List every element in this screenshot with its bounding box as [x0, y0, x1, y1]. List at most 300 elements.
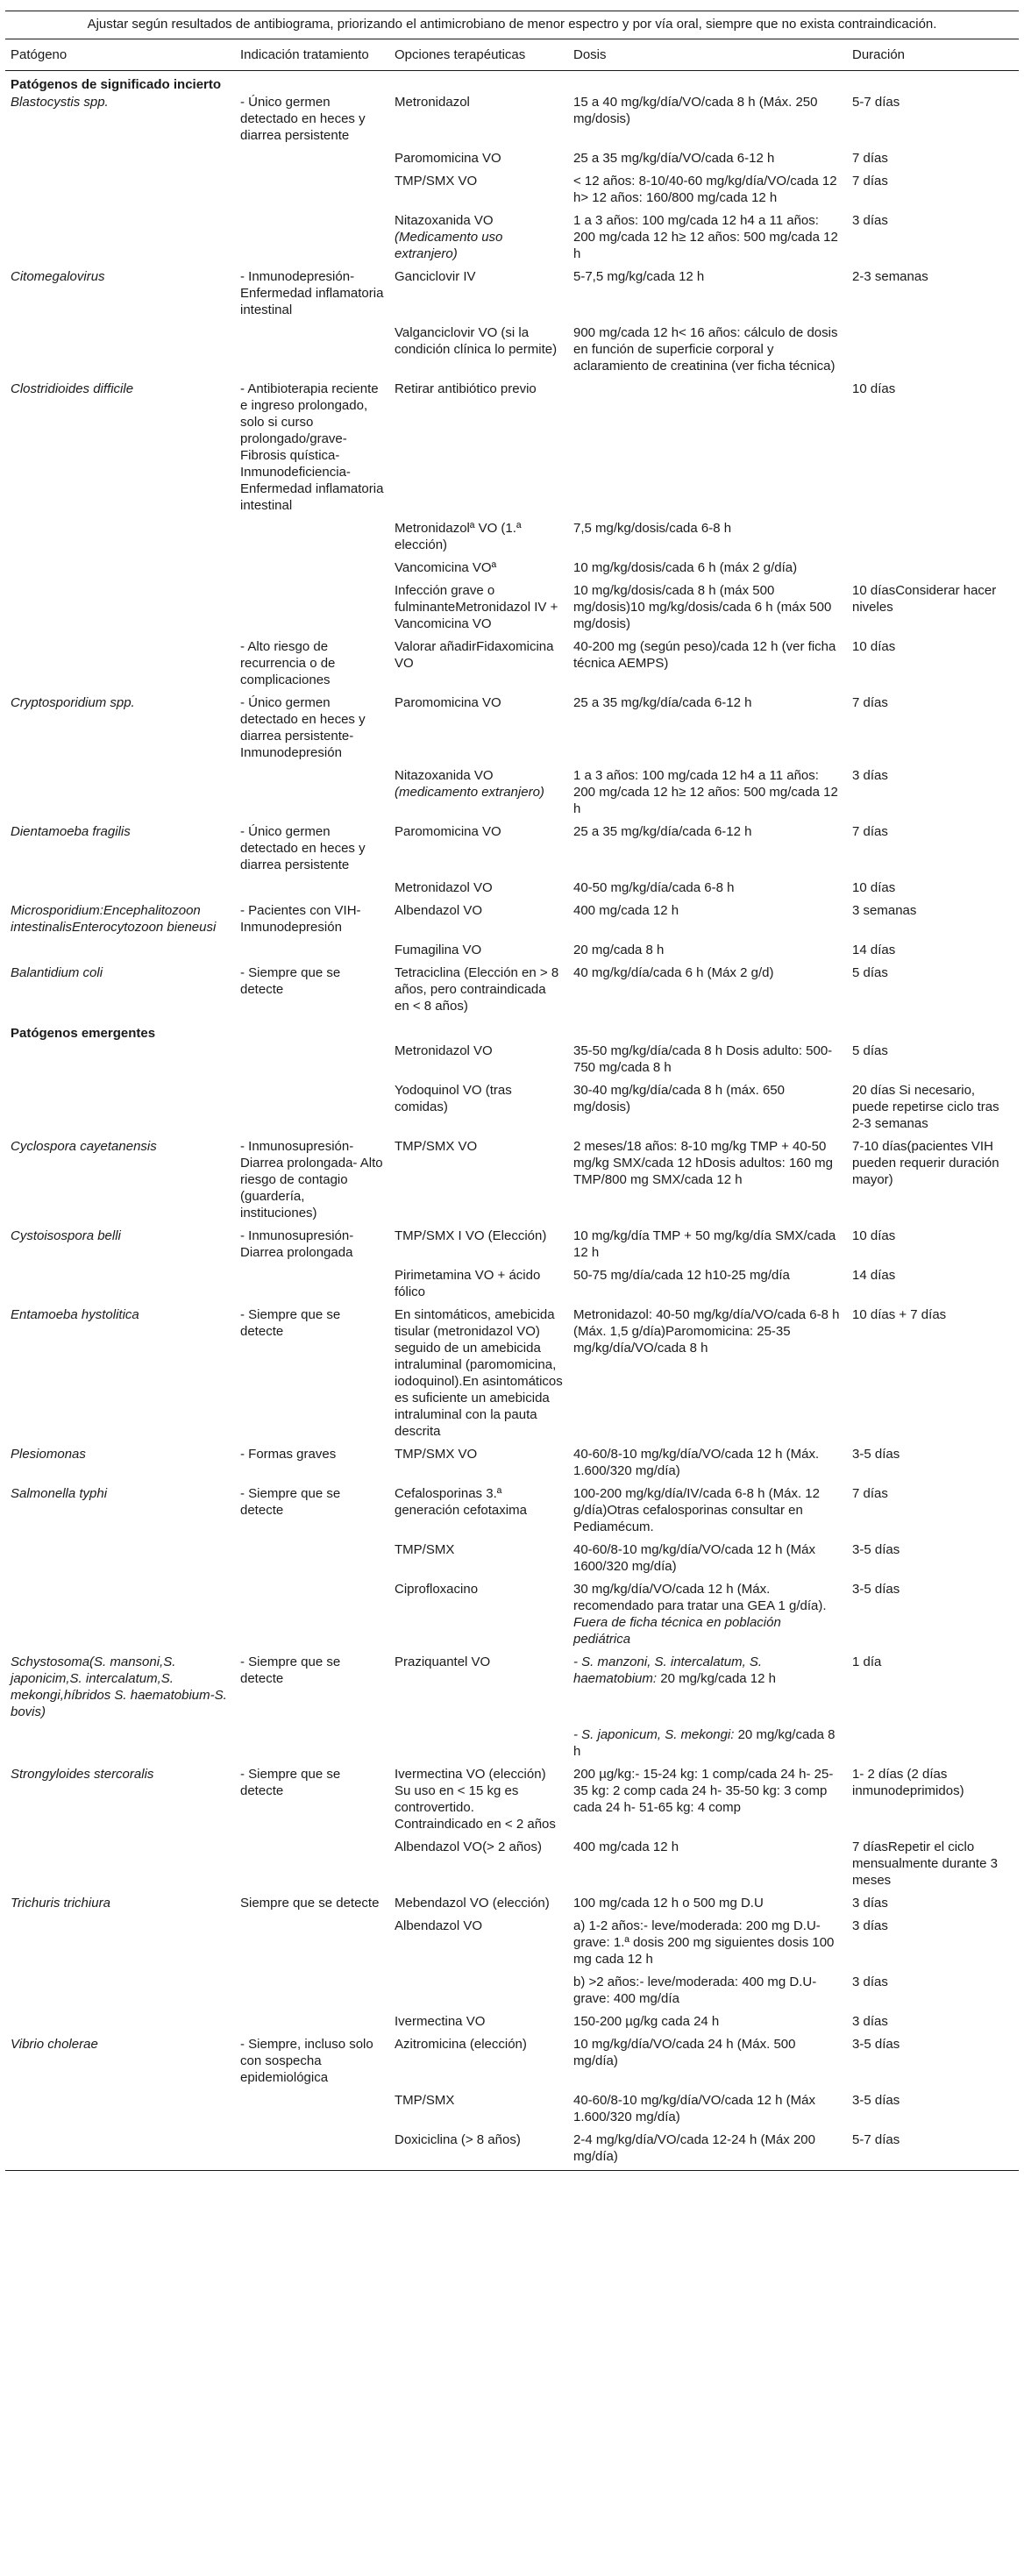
cell-dose-text: 50-75 mg/día/cada 12 h10-25 mg/día [573, 1268, 790, 1283]
cell-pathogen-text: Entamoeba hystolitica [11, 1307, 139, 1322]
table-row [5, 149, 1019, 172]
cell-dose [568, 1541, 847, 1580]
cell-indication [235, 1894, 389, 1917]
cell-pathogen [5, 1917, 235, 1973]
table-row [5, 93, 1019, 149]
cell-dose [568, 1838, 847, 1894]
cell-duration-text: 10 días [852, 639, 896, 654]
cell-option [389, 879, 568, 901]
cell-indication [235, 694, 389, 766]
cell-indication-text: - Único germen detectado en heces y diarrea persistente [240, 824, 366, 872]
table-row [5, 1137, 1019, 1227]
cell-duration-text: 5-7 días [852, 2132, 900, 2147]
cell-duration [847, 93, 1019, 149]
cell-dose-text: 10 mg/kg/día TMP + 50 mg/kg/día SMX/cada 12 h [573, 1228, 836, 1260]
cell-dose-text: 10 mg/kg/dosis/cada 8 h (máx 500 mg/dosis)10 mg/kg/dosis/cada 6 h (máx 500 mg/dosis) [573, 583, 832, 631]
table-bottom-rule [5, 2170, 1019, 2172]
cell-duration-text: 7 días [852, 695, 888, 710]
cell-indication [235, 2131, 389, 2170]
table-body [5, 71, 1019, 2171]
cell-option-text: Yodoquinol VO (tras comidas) [395, 1083, 512, 1114]
cell-pathogen [5, 941, 235, 964]
cell-pathogen [5, 581, 235, 637]
cell-duration [847, 1894, 1019, 1917]
cell-pathogen-text: Cyclospora cayetanensis [11, 1139, 157, 1154]
cell-duration-text: 20 días Si necesario, puede repetirse ciclo tras 2-3 semanas [852, 1083, 999, 1131]
table-row [5, 1765, 1019, 1838]
cell-duration [847, 879, 1019, 901]
cell-indication-text: - Siempre que se detecte [240, 1767, 341, 1798]
section-title-emerging: Patógenos emergentes [11, 1026, 156, 1041]
cell-option-text: Paromomicina VO [395, 151, 501, 166]
cell-option-text: Ivermectina VO (elección) Su uso en < 15 kg es controvertido. Contraindicado en < 2 años [395, 1767, 556, 1832]
cell-dose [568, 1973, 847, 2012]
cell-indication-text: - Pacientes con VIH- Inmunodepresión [240, 903, 361, 935]
cell-option [389, 1227, 568, 1266]
cell-dose [568, 1081, 847, 1137]
cell-duration [847, 1445, 1019, 1484]
cell-pathogen [5, 1726, 235, 1765]
table-row [5, 211, 1019, 267]
cell-indication [235, 1838, 389, 1894]
table-row [5, 559, 1019, 581]
cell-duration-text: 3-5 días [852, 1447, 900, 1462]
cell-dose [568, 559, 847, 581]
header-row [5, 39, 1019, 71]
cell-dose-text: 40-50 mg/kg/día/cada 6-8 h [573, 880, 735, 895]
cell-option [389, 2035, 568, 2091]
cell-duration-text: 3-5 días [852, 1582, 900, 1597]
cell-option [389, 766, 568, 822]
cell-dose [568, 1266, 847, 1306]
cell-pathogen [5, 694, 235, 766]
cell-option-text: Albendazol VO [395, 1918, 483, 1933]
cell-indication-text: - Único germen detectado en heces y diarrea persistente- Inmunodepresión [240, 695, 366, 760]
cell-duration [847, 1917, 1019, 1973]
cell-dose [568, 324, 847, 380]
cell-indication [235, 324, 389, 380]
cell-dose-text: 40-200 mg (según peso)/cada 12 h (ver ficha técnica AEMPS) [573, 639, 836, 671]
header-duration: Duración [847, 39, 1019, 71]
table-row [5, 766, 1019, 822]
cell-indication-text: - Siempre que se detecte [240, 1307, 341, 1339]
cell-option [389, 1917, 568, 1973]
cell-pathogen [5, 964, 235, 1020]
section-row [5, 71, 1019, 94]
cell-dose [568, 93, 847, 149]
cell-option [389, 1266, 568, 1306]
cell-dose-text: 20 mg/kg/cada 12 h [660, 1671, 776, 1686]
cell-pathogen-text: Dientamoeba fragilis [11, 824, 131, 839]
dose-note: Fuera de ficha técnica en población pediátrica [573, 1615, 781, 1647]
cell-dose-text: 15 a 40 mg/kg/día/VO/cada 8 h (Máx. 250 mg/dosis) [573, 95, 818, 126]
cell-dose [568, 519, 847, 559]
cell-dose [568, 2091, 847, 2131]
cell-pathogen [5, 1894, 235, 1917]
cell-option-text: Metronidazol VO [395, 880, 493, 895]
cell-dose [568, 2131, 847, 2170]
cell-option [389, 211, 568, 267]
table-row [5, 267, 1019, 324]
cell-option [389, 581, 568, 637]
cell-indication [235, 1445, 389, 1484]
cell-option [389, 149, 568, 172]
cell-pathogen-text: Cystoisospora belli [11, 1228, 121, 1243]
cell-dose [568, 2012, 847, 2035]
cell-duration [847, 1306, 1019, 1445]
cell-indication [235, 1266, 389, 1306]
cell-duration-text: 10 días [852, 381, 896, 396]
cell-pathogen [5, 149, 235, 172]
cell-option [389, 2131, 568, 2170]
cell-pathogen [5, 1081, 235, 1137]
cell-option [389, 941, 568, 964]
table-row [5, 964, 1019, 1020]
cell-dose [568, 1653, 847, 1726]
cell-dose [568, 637, 847, 694]
cell-option-text: Infección grave o fulminanteMetronidazol IV + Vancomicina VO [395, 583, 558, 631]
cell-pathogen-text: Salmonella typhi [11, 1486, 108, 1501]
cell-dose-text: 25 a 35 mg/kg/día/cada 6-12 h [573, 824, 752, 839]
cell-indication [235, 2012, 389, 2035]
cell-dose-text: 10 mg/kg/dosis/cada 6 h (máx 2 g/día) [573, 560, 798, 575]
cell-option [389, 1580, 568, 1653]
cell-pathogen [5, 766, 235, 822]
cell-duration [847, 1042, 1019, 1081]
cell-option-text: Retirar antibiótico previo [395, 381, 537, 396]
cell-dose-text: b) >2 años:- leve/moderada: 400 mg D.U- grave: 400 mg/día [573, 1975, 817, 2006]
table-row [5, 1726, 1019, 1765]
cell-indication [235, 1484, 389, 1541]
cell-option-text: TMP/SMX I VO (Elección) [395, 1228, 547, 1243]
cell-indication [235, 1137, 389, 1227]
cell-dose [568, 1580, 847, 1653]
cell-option-text: En sintomáticos, amebicida tisular (metronidazol VO) seguido de un amebicida intraluminal (paromomicina, iodoquinol).En asintomáticos es suficiente un amebicida intraluminal con la pauta descrita [395, 1307, 563, 1439]
table-row [5, 1838, 1019, 1894]
table-row [5, 2035, 1019, 2091]
cell-option-text: Metronidazol [395, 95, 470, 110]
cell-option-text: Pirimetamina VO + ácido fólico [395, 1268, 541, 1299]
cell-option-text: Doxiciclina (> 8 años) [395, 2132, 521, 2147]
cell-indication [235, 822, 389, 879]
cell-pathogen [5, 1580, 235, 1653]
cell-dose [568, 766, 847, 822]
cell-duration [847, 1765, 1019, 1838]
cell-dose-text: 5-7,5 mg/kg/cada 12 h [573, 269, 705, 284]
cell-dose [568, 1042, 847, 1081]
cell-pathogen [5, 1306, 235, 1445]
table-row [5, 1266, 1019, 1306]
section-title-uncertain: Patógenos de significado incierto [11, 77, 222, 92]
table-row [5, 637, 1019, 694]
cell-option-text: Valorar añadirFidaxomicina VO [395, 639, 554, 671]
cell-dose-text: 40 mg/kg/día/cada 6 h (Máx 2 g/d) [573, 965, 774, 980]
cell-pathogen-text: Blastocystis spp. [11, 95, 109, 110]
cell-pathogen-text: Schystosoma(S. mansoni,S. japonicim,S. intercalatum,S. mekongi,híbridos S. haematobium-S. bovis) [11, 1654, 227, 1719]
cell-indication [235, 1580, 389, 1653]
cell-option [389, 1726, 568, 1765]
cell-duration [847, 2091, 1019, 2131]
cell-dose-text: 30 mg/kg/día/VO/cada 12 h (Máx. recomendado para tratar una GEA 1 g/día). [573, 1582, 827, 1613]
cell-option [389, 822, 568, 879]
cell-duration [847, 1580, 1019, 1653]
table-row [5, 1445, 1019, 1484]
cell-indication-text: - Siempre que se detecte [240, 1654, 341, 1686]
cell-dose [568, 1917, 847, 1973]
cell-dose-text: 400 mg/cada 12 h [573, 1839, 679, 1854]
cell-indication [235, 1042, 389, 1081]
cell-duration-text: 5 días [852, 1043, 888, 1058]
cell-option [389, 1042, 568, 1081]
cell-dose [568, 380, 847, 519]
cell-duration [847, 1838, 1019, 1894]
header-pathogen: Patógeno [5, 39, 235, 71]
table-row [5, 1081, 1019, 1137]
cell-indication-text: - Siempre que se detecte [240, 1486, 341, 1518]
cell-dose-text: 900 mg/cada 12 h< 16 años: cálculo de dosis en función de superficie corporal y aclaramiento de creatinina (ver ficha técnica) [573, 325, 838, 374]
cell-option [389, 694, 568, 766]
cell-option [389, 172, 568, 211]
cell-dose-text: < 12 años: 8-10/40-60 mg/kg/día/VO/cada 12 h> 12 años: 160/800 mg/cada 12 h [573, 174, 837, 205]
cell-indication [235, 93, 389, 149]
cell-dose-text: 1 a 3 años: 100 mg/cada 12 h4 a 11 años: 200 mg/cada 12 h≥ 12 años: 500 mg/cada 12 h [573, 768, 838, 816]
cell-option-text: Nitazoxanida VO [395, 768, 494, 783]
cell-option-text: TMP/SMX [395, 1542, 455, 1557]
cell-option [389, 1081, 568, 1137]
cell-dose [568, 172, 847, 211]
table-row [5, 822, 1019, 879]
cell-duration [847, 1227, 1019, 1266]
cell-duration [847, 694, 1019, 766]
cell-duration [847, 559, 1019, 581]
cell-dose-text: 40-60/8-10 mg/kg/día/VO/cada 12 h (Máx 1600/320 mg/día) [573, 1542, 815, 1574]
cell-pathogen [5, 519, 235, 559]
cell-indication [235, 1653, 389, 1726]
table-row [5, 1653, 1019, 1726]
cell-option-text: TMP/SMX VO [395, 1447, 478, 1462]
cell-dose [568, 964, 847, 1020]
cell-indication [235, 1306, 389, 1445]
cell-pathogen-text: Balantidium coli [11, 965, 103, 980]
cell-option [389, 2091, 568, 2131]
cell-pathogen [5, 172, 235, 211]
cell-dose-text: 2-4 mg/kg/día/VO/cada 12-24 h (Máx 200 mg/día) [573, 2132, 815, 2164]
cell-option [389, 267, 568, 324]
cell-duration-text: 3-5 días [852, 1542, 900, 1557]
cell-pathogen [5, 1484, 235, 1541]
cell-option [389, 1653, 568, 1726]
cell-option-text: Praziquantel VO [395, 1654, 491, 1669]
cell-option-text: Albendazol VO(> 2 años) [395, 1839, 543, 1854]
cell-indication [235, 637, 389, 694]
cell-indication [235, 1917, 389, 1973]
cell-duration-text: 10 díasConsiderar hacer niveles [852, 583, 997, 615]
cell-option [389, 901, 568, 941]
cell-dose-text: 10 mg/kg/día/VO/cada 24 h (Máx. 500 mg/día) [573, 2037, 796, 2068]
cell-dose [568, 267, 847, 324]
table-row [5, 941, 1019, 964]
cell-pathogen [5, 211, 235, 267]
cell-duration-text: 3 días [852, 2014, 888, 2029]
cell-option [389, 2012, 568, 2035]
cell-indication [235, 941, 389, 964]
cell-dose [568, 581, 847, 637]
cell-dose [568, 1137, 847, 1227]
cell-dose-text: 40-60/8-10 mg/kg/día/VO/cada 12 h (Máx 1.600/320 mg/día) [573, 2093, 815, 2124]
cell-pathogen [5, 1838, 235, 1894]
cell-option-text: Ivermectina VO [395, 2014, 486, 2029]
table-row [5, 2091, 1019, 2131]
cell-pathogen [5, 1765, 235, 1838]
cell-pathogen [5, 1653, 235, 1726]
cell-indication [235, 380, 389, 519]
cell-indication-text: - Alto riesgo de recurrencia o de complicaciones [240, 639, 336, 687]
table-row [5, 694, 1019, 766]
cell-duration-text: 10 días [852, 880, 896, 895]
cell-indication-text: - Formas graves [240, 1447, 337, 1462]
cell-dose [568, 1227, 847, 1266]
cell-indication [235, 1765, 389, 1838]
cell-option-text: TMP/SMX VO [395, 174, 478, 189]
cell-option [389, 1137, 568, 1227]
cell-dose-text: 25 a 35 mg/kg/día/cada 6-12 h [573, 695, 752, 710]
cell-pathogen-text: Plesiomonas [11, 1447, 86, 1462]
cell-option-text: Paromomicina VO [395, 695, 501, 710]
cell-dose [568, 1484, 847, 1541]
cell-dose-text: 25 a 35 mg/kg/día/VO/cada 6-12 h [573, 151, 775, 166]
cell-duration-text: 1- 2 días (2 días inmunodeprimidos) [852, 1767, 964, 1798]
cell-duration [847, 941, 1019, 964]
cell-option [389, 637, 568, 694]
treatment-table [5, 39, 1019, 2170]
cell-dose-text: 30-40 mg/kg/día/cada 8 h (máx. 650 mg/dosis) [573, 1083, 785, 1114]
cell-pathogen [5, 267, 235, 324]
cell-duration [847, 1137, 1019, 1227]
cell-duration [847, 2035, 1019, 2091]
cell-duration-text: 7 días [852, 1486, 888, 1501]
cell-dose [568, 211, 847, 267]
cell-option-text: TMP/SMX [395, 2093, 455, 2108]
table-row [5, 1580, 1019, 1653]
cell-pathogen [5, 1541, 235, 1580]
cell-option-text: Cefalosporinas 3.ª generación cefotaxima [395, 1486, 527, 1518]
cell-pathogen [5, 324, 235, 380]
cell-pathogen [5, 1137, 235, 1227]
cell-pathogen-text: Vibrio cholerae [11, 2037, 98, 2052]
cell-option [389, 1838, 568, 1894]
cell-duration [847, 964, 1019, 1020]
cell-dose-text: 7,5 mg/kg/dosis/cada 6-8 h [573, 521, 732, 536]
cell-pathogen [5, 901, 235, 941]
cell-option [389, 519, 568, 559]
cell-duration-text: 7-10 días(pacientes VIH pueden requerir duración mayor) [852, 1139, 999, 1187]
cell-indication [235, 172, 389, 211]
cell-pathogen [5, 1266, 235, 1306]
cell-dose [568, 1765, 847, 1838]
cell-indication [235, 149, 389, 172]
cell-dose [568, 901, 847, 941]
cell-duration [847, 1973, 1019, 2012]
cell-dose [568, 941, 847, 964]
table-row [5, 172, 1019, 211]
header-dose: Dosis [568, 39, 847, 71]
cell-option-text: Ciprofloxacino [395, 1582, 479, 1597]
cell-dose [568, 694, 847, 766]
cell-pathogen [5, 879, 235, 901]
cell-pathogen-text: Strongyloides stercoralis [11, 1767, 154, 1782]
cell-duration [847, 901, 1019, 941]
cell-duration [847, 766, 1019, 822]
cell-dose-text: 1 a 3 años: 100 mg/cada 12 h4 a 11 años: 200 mg/cada 12 h≥ 12 años: 500 mg/cada 12 h [573, 213, 838, 261]
cell-dose-text: 150-200 µg/kg cada 24 h [573, 2014, 720, 2029]
dose-lead: - S. japonicum, S. mekongi: [573, 1727, 735, 1742]
cell-duration [847, 2012, 1019, 2035]
cell-pathogen [5, 93, 235, 149]
cell-dose-text: 2 meses/18 años: 8-10 mg/kg TMP + 40-50 mg/kg SMX/cada 12 hDosis adultos: 160 mg TMP/800 mg SMX/cada 12 h [573, 1139, 833, 1187]
cell-indication-text: - Único germen detectado en heces y diarrea persistente [240, 95, 366, 143]
cell-option-text: Fumagilina VO [395, 943, 482, 957]
table-caption: Ajustar según resultados de antibiograma, priorizando el antimicrobiano de menor espectro y por vía oral, siempre que no exista contraindicación. [5, 11, 1019, 39]
cell-duration-text: 7 días [852, 824, 888, 839]
cell-indication [235, 559, 389, 581]
cell-duration [847, 637, 1019, 694]
cell-option-text: Ganciclovir IV [395, 269, 476, 284]
cell-pathogen-text: Microsporidium:Encephalitozoon intestinalisEnterocytozoon bieneusi [11, 903, 217, 935]
cell-duration [847, 1081, 1019, 1137]
cell-option [389, 1445, 568, 1484]
table-row [5, 1227, 1019, 1266]
table-row [5, 1973, 1019, 2012]
cell-indication [235, 267, 389, 324]
table-row [5, 1484, 1019, 1541]
cell-dose [568, 1726, 847, 1765]
dose-lead: - S. manzoni, S. intercalatum, S. haematobium: [573, 1654, 763, 1686]
cell-option [389, 1541, 568, 1580]
cell-dose-text: a) 1-2 años:- leve/moderada: 200 mg D.U- grave: 1.ª dosis 200 mg siguientes dosis 100 mg cada 12 h [573, 1918, 835, 1967]
cell-duration-text: 3 días [852, 1918, 888, 1933]
cell-indication [235, 2035, 389, 2091]
cell-option-text: Nitazoxanida VO [395, 213, 494, 228]
cell-duration-text: 10 días + 7 días [852, 1307, 947, 1322]
cell-indication-text: - Inmunodepresión- Enfermedad inflamatoria intestinal [240, 269, 384, 317]
table-row [5, 1917, 1019, 1973]
table-row [5, 519, 1019, 559]
cell-duration-text: 5 días [852, 965, 888, 980]
header-options: Opciones terapéuticas [389, 39, 568, 71]
cell-dose-text: 35-50 mg/kg/día/cada 8 h Dosis adulto: 500-750 mg/cada 8 h [573, 1043, 833, 1075]
cell-duration-text: 3 semanas [852, 903, 917, 918]
cell-pathogen [5, 2035, 235, 2091]
cell-duration [847, 1266, 1019, 1306]
cell-indication [235, 1973, 389, 2012]
cell-indication [235, 766, 389, 822]
cell-option [389, 1484, 568, 1541]
header-indication: Indicación tratamiento [235, 39, 389, 71]
cell-pathogen [5, 380, 235, 519]
cell-dose-text: 400 mg/cada 12 h [573, 903, 679, 918]
cell-dose-text: Metronidazol: 40-50 mg/kg/día/VO/cada 6-8 h (Máx. 1,5 g/día)Paromomicina: 25-35 mg/kg/día/VO/cada 8 h [573, 1307, 840, 1356]
cell-indication [235, 1726, 389, 1765]
cell-option [389, 93, 568, 149]
table-row [5, 1306, 1019, 1445]
cell-duration-text: 1 día [852, 1654, 882, 1669]
cell-pathogen [5, 2012, 235, 2035]
cell-indication [235, 581, 389, 637]
cell-dose [568, 1306, 847, 1445]
cell-duration-text: 14 días [852, 1268, 896, 1283]
cell-dose-text: 100-200 mg/kg/día/IV/cada 6-8 h (Máx. 12 g/día)Otras cefalosporinas consultar en Pediamécum. [573, 1486, 820, 1534]
table-row [5, 901, 1019, 941]
